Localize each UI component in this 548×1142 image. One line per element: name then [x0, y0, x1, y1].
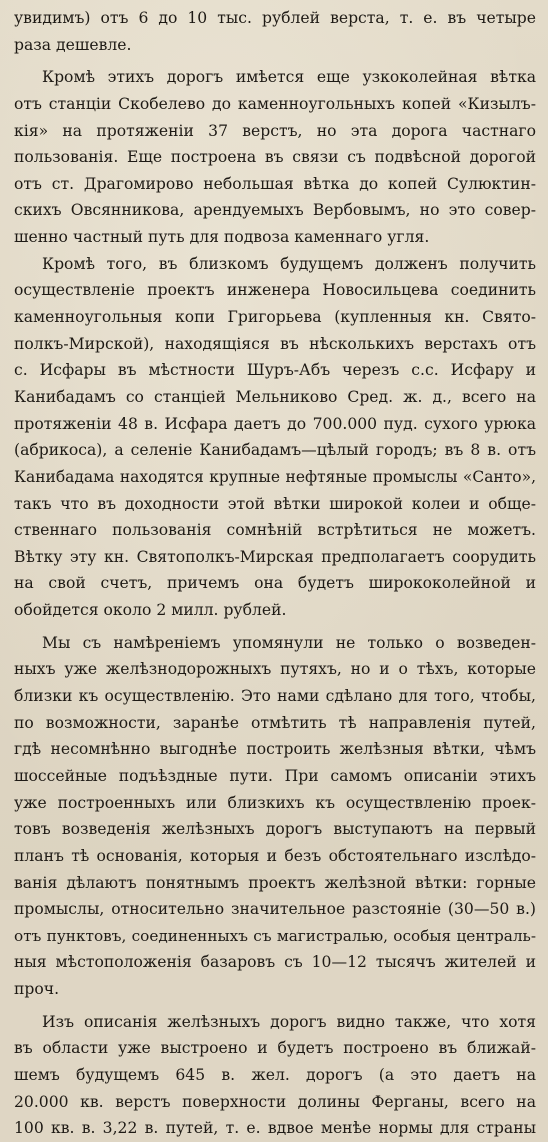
- text-line: Кромѣ того, въ близкомъ будущемъ долженъ получить: [42, 254, 536, 273]
- paragraph: [14, 630, 536, 1003]
- text-line: Канибадама находятся крупные нефтяные промыслы «Санто»,: [14, 467, 536, 486]
- text-line: скихъ Овсянникова, арендуемыхъ Вербовымъ, но это совер-: [14, 201, 536, 220]
- text-line: 100 кв. в. 3,22 в. путей, т. е. вдвое менѣе нормы для страны: [14, 1119, 536, 1138]
- text-line: Мы съ намѣреніемъ упомянули не только о возведен-: [42, 633, 536, 652]
- text-line: гдѣ несомнѣнно выгоднѣе построить желѣзныя вѣтки, чѣмъ: [14, 740, 536, 759]
- paragraph: [14, 251, 536, 624]
- text-line: увидимъ) отъ 6 до 10 тыс. рублей верста, т. е. въ четыре: [14, 9, 536, 27]
- paragraph: [14, 1009, 536, 1142]
- text-line: промыслы, относительно значительное разстояніе (30—50 в.): [14, 900, 536, 919]
- text-line: с. Исфары въ мѣстности Шуръ-Абъ черезъ с.с. Исфару и: [14, 361, 536, 380]
- text-line: отъ пунктовъ, соединенныхъ съ магистралью, особыя централь-: [14, 926, 536, 945]
- text-line: полкъ-Мирской), находящіяся въ нѣсколькихъ верстахъ отъ: [14, 334, 536, 353]
- text-line: проч.: [14, 980, 60, 999]
- text-line: каменноугольныя копи Григорьева (купленныя кн. Свято-: [14, 308, 536, 327]
- text-line: отъ ст. Драгомирово небольшая вѣтка до копей Сулюктин-: [14, 174, 536, 193]
- text-line: шенно частный путь для подвоза каменнаго угля.: [14, 228, 430, 247]
- paragraph: [14, 64, 536, 250]
- text-line: уже построенныхъ или близкихъ къ осуществленію проек-: [14, 793, 536, 812]
- text-line: такъ что въ доходности этой вѣтки широкой колеи и обще-: [14, 494, 536, 513]
- text-line: Канибадамъ со станціей Мельниково Сред. ж. д., всего на: [14, 387, 536, 406]
- text-line: осуществленіе проектъ инженера Новосильцева соединить: [14, 281, 536, 300]
- text-line: протяженіи 48 в. Исфара даетъ до 700.000 пуд. сухого урюка: [14, 414, 536, 433]
- text-line: обойдется около 2 милл. рублей.: [14, 601, 287, 620]
- text-line: ственнаго пользованія сомнѣній встрѣтиться не можетъ.: [14, 521, 536, 540]
- text-line: въ области уже выстроено и будетъ построено въ ближай-: [14, 1039, 536, 1058]
- text-line: кія» на протяженіи 37 верстъ, но эта дорога частнаго: [14, 121, 536, 140]
- paragraph: [14, 5, 536, 58]
- text-line: пользованія. Еще построена въ связи съ подвѣсной дорогой: [14, 148, 536, 167]
- text-line: близки къ осуществленію. Это нами сдѣлано для того, чтобы,: [14, 687, 536, 706]
- text-line: Изъ описанія желѣзныхъ дорогъ видно также, что хотя: [42, 1012, 536, 1031]
- text-line: Кромѣ этихъ дорогъ имѣется еще узкоколейная вѣтка: [42, 68, 536, 87]
- text-line: (абрикоса), а селеніе Канибадамъ—цѣлый городъ; въ 8 в. отъ: [14, 441, 536, 460]
- text-line: на свой счетъ, причемъ она будетъ ширококолейной и: [14, 574, 536, 593]
- text-line: по возможности, заранѣе отмѣтить тѣ направленія путей,: [14, 713, 536, 732]
- text-line: планъ тѣ основанія, которыя и безъ обстоятельнаго изслѣдо-: [14, 846, 536, 865]
- text-line: ванія дѣлаютъ понятнымъ проектъ желѣзной вѣтки: горные: [14, 873, 536, 892]
- text-line: Вѣтку эту кн. Святополкъ-Мирская предполагаетъ соорудить: [14, 547, 536, 566]
- text-line: ныхъ уже желѣзнодорожныхъ путяхъ, но и о тѣхъ, которые: [14, 660, 536, 679]
- text-line: отъ станціи Скобелево до каменноугольныхъ копей «Кизылъ-: [14, 94, 536, 113]
- text-line: 20.000 кв. верстъ поверхности долины Ферганы, всего на: [14, 1092, 536, 1111]
- text-line: товъ возведенія желѣзныхъ дорогъ выступаютъ на первый: [14, 820, 536, 839]
- text-line: шоссейные подъѣздные пути. При самомъ описаніи этихъ: [14, 766, 536, 785]
- text-line: раза дешевле.: [14, 35, 132, 54]
- text-line: шемъ будущемъ 645 в. жел. дорогъ (а это даетъ на: [14, 1065, 536, 1084]
- text-line: ныя мѣстоположенія базаровъ съ 10—12 тысячъ жителей и: [14, 953, 536, 972]
